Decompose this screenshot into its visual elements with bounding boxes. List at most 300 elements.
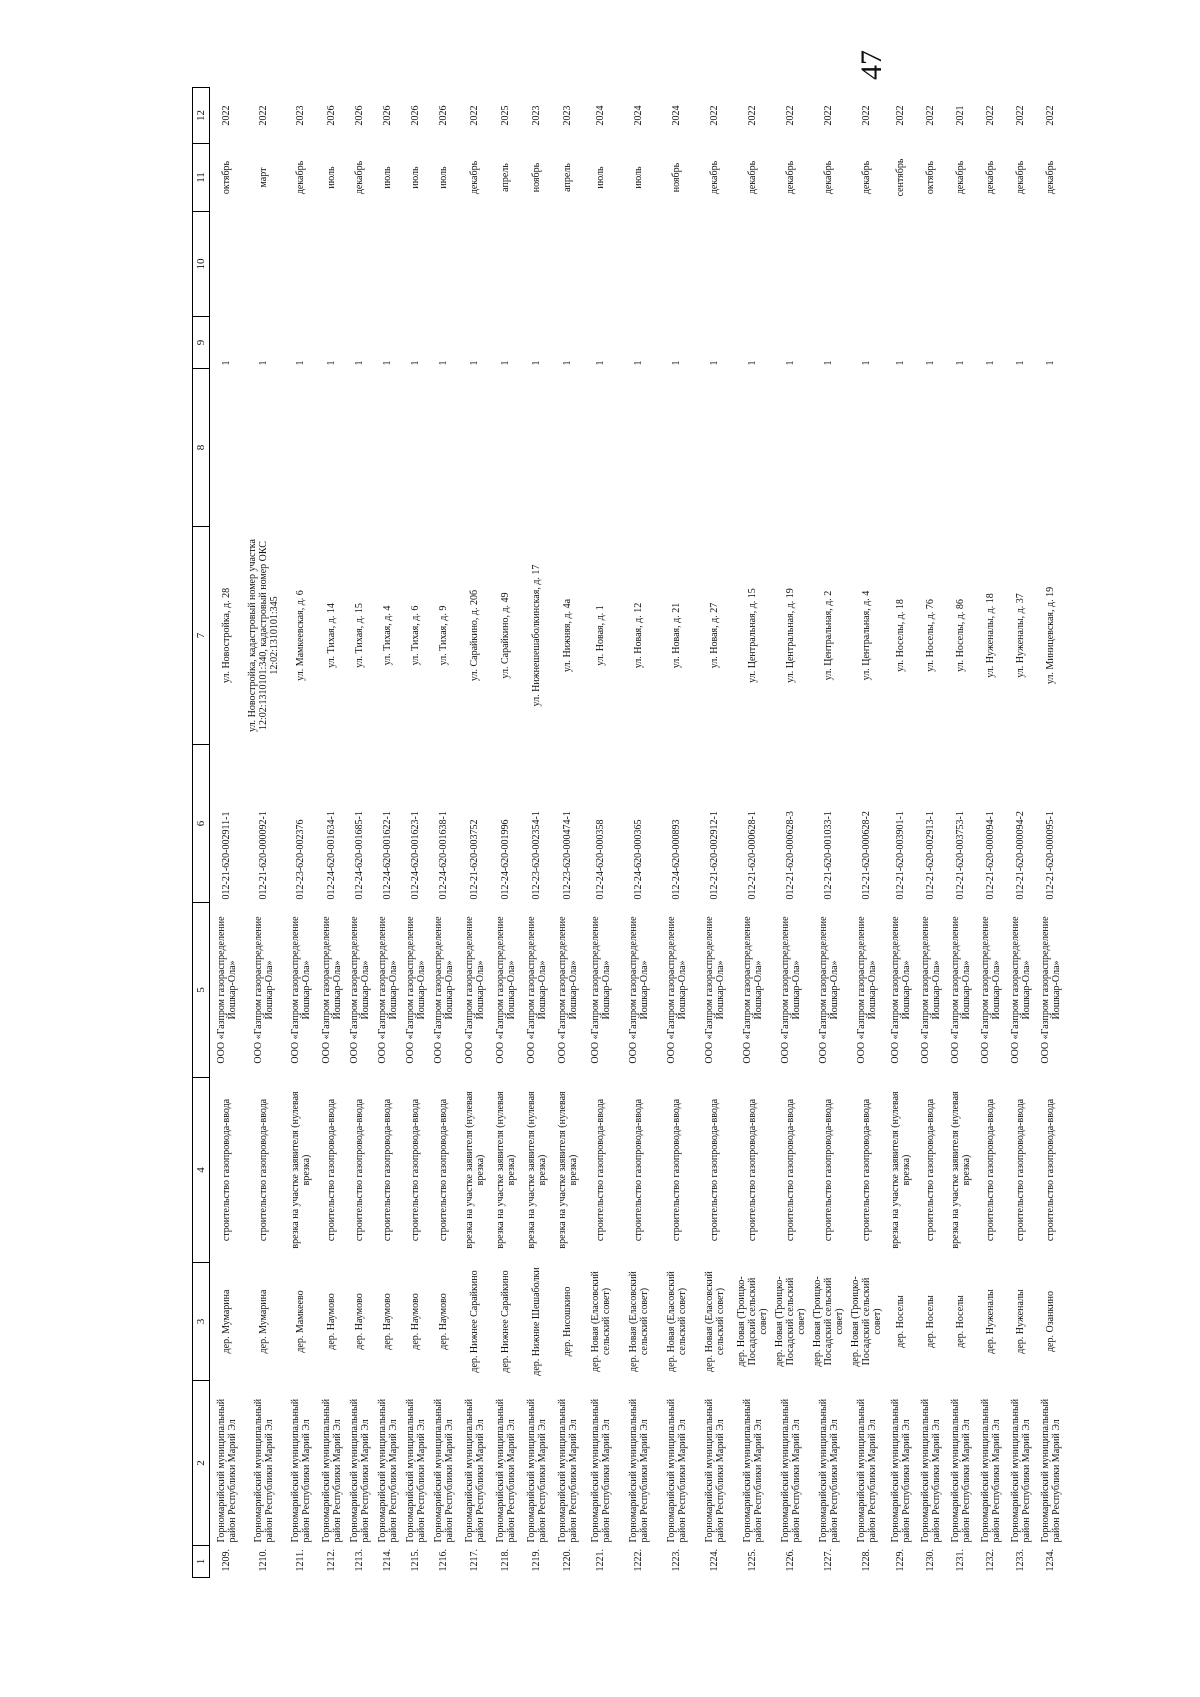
col8-cell: [430, 369, 458, 527]
application-code-cell: 012-24-620-000893: [671, 819, 682, 900]
col8-cell: [554, 369, 582, 527]
col-header-2: 2: [193, 1381, 210, 1546]
address-cell: ул. Носелы, д. 18: [895, 599, 906, 672]
address-cell: ул. Тихая, д. 15: [354, 603, 365, 668]
address-cell: ул. Центральная, д. 19: [785, 588, 796, 683]
col10-cell: [772, 212, 810, 317]
quantity-cell: 1: [410, 360, 421, 366]
month-cell: декабрь: [785, 160, 796, 195]
district-cell: Горномарийский муниципальный район Республики Марий Эл: [556, 1398, 579, 1543]
row-number: 1225.: [747, 1549, 758, 1572]
year-cell: 2024: [595, 105, 606, 126]
application-code-cell: 012-21-620-000094-2: [1015, 811, 1026, 900]
district-cell: Горномарийский муниципальный район Республики Марий Эл: [463, 1398, 486, 1543]
organization-cell: ООО «Газпром газораспределение Йошкар-Ола»: [348, 916, 371, 1064]
col8-cell: [402, 369, 430, 527]
quantity-cell: 1: [785, 360, 796, 366]
month-cell: ноябрь: [531, 162, 542, 193]
work-type-cell: строительство газопровода-ввода: [595, 1098, 606, 1242]
settlement-cell: дер. Носелы: [925, 1295, 936, 1348]
settlement-cell: дер. Новая (Еласовский сельский совет): [703, 1271, 726, 1372]
work-type-cell: строительство газопровода-ввода: [925, 1098, 936, 1242]
row-number: 1217.: [469, 1549, 480, 1572]
address-cell: ул. Миницевская, д. 19: [1045, 586, 1056, 685]
application-code-cell: 012-24-620-001638-1: [438, 811, 449, 900]
year-cell: 2022: [823, 105, 834, 126]
application-code-cell: 012-23-620-000474-1: [562, 811, 573, 900]
table-row: [1006, 88, 1036, 1578]
col-header-1: 1: [193, 1546, 210, 1578]
organization-cell: ООО «Газпром газораспределение Йошкар-Ола»: [703, 916, 726, 1064]
table-row: [976, 88, 1006, 1578]
application-code-cell: 012-21-620-003753-1: [955, 811, 966, 900]
month-cell: март: [258, 167, 269, 188]
settlement-cell: дер. Наумово: [326, 1293, 337, 1350]
application-code-cell: 012-21-620-001033-1: [823, 811, 834, 900]
year-cell: 2023: [562, 105, 573, 126]
district-cell: Горномарийский муниципальный район Республики Марий Эл: [215, 1398, 238, 1543]
district-cell: Горномарийский муниципальный район Республики Марий Эл: [320, 1398, 343, 1543]
col10-cell: [1036, 212, 1066, 317]
month-cell: июль: [382, 166, 393, 189]
settlement-cell: дер. Озанкино: [1045, 1290, 1056, 1353]
col8-cell: [848, 369, 886, 527]
work-type-cell: строительство газопровода-ввода: [221, 1098, 233, 1242]
table-row: [554, 88, 582, 1578]
year-cell: 2023: [531, 105, 542, 126]
col8-cell: [658, 369, 696, 527]
quantity-cell: 1: [1045, 360, 1056, 366]
quantity-cell: 1: [671, 360, 682, 366]
district-cell: Горномарийский муниципальный район Республики Марий Эл: [525, 1398, 548, 1543]
month-cell: апрель: [562, 163, 573, 192]
col10-cell: [374, 212, 402, 317]
month-cell: декабрь: [295, 160, 306, 195]
organization-cell: ООО «Газпром газораспределение Йошкар-Ола»: [817, 916, 840, 1064]
col10-cell: [976, 212, 1006, 317]
col8-cell: [210, 369, 244, 527]
organization-cell: ООО «Газпром газораспределение Йошкар-Ола»: [252, 916, 275, 1064]
settlement-cell: дер. Наумово: [382, 1293, 393, 1350]
address-cell: ул. Новая, д. 27: [709, 602, 720, 669]
row-number: 1210.: [258, 1549, 269, 1572]
quantity-cell: 1: [469, 360, 480, 366]
work-type-cell: врезка на участке заявителя (нулевая врезка): [289, 1091, 312, 1249]
row-number: 1231.: [955, 1549, 966, 1572]
col8-cell: [916, 369, 946, 527]
row-number: 1209.: [221, 1549, 233, 1572]
organization-cell: ООО «Газпром газораспределение Йошкар-Ола»: [949, 916, 972, 1064]
month-cell: декабрь: [1045, 160, 1056, 195]
month-cell: июль: [410, 166, 421, 189]
organization-cell: ООО «Газпром газораспределение Йошкар-Ола»: [289, 916, 312, 1064]
organization-cell: ООО «Газпром газораспределение Йошкар-Ола»: [494, 916, 517, 1064]
year-cell: 2026: [382, 105, 393, 126]
settlement-cell: дер. Мумарина: [258, 1289, 269, 1354]
address-cell: ул. Тихая, д. 9: [438, 605, 449, 666]
work-type-cell: строительство газопровода-ввода: [438, 1098, 449, 1242]
table-row: [620, 88, 658, 1578]
month-cell: сентябрь: [895, 158, 906, 197]
col8-cell: [1036, 369, 1066, 527]
application-code-cell: 012-21-620-002912-1: [709, 811, 720, 900]
settlement-cell: дер. Новая (Троицко-Посадский сельский совет): [774, 1276, 807, 1367]
quantity-cell: 1: [354, 360, 365, 366]
work-type-cell: строительство газопровода-ввода: [861, 1098, 872, 1242]
settlement-cell: дер. Наумово: [410, 1293, 421, 1350]
address-cell: ул. Центральная, д. 4: [861, 590, 872, 681]
row-number: 1223.: [671, 1549, 682, 1572]
application-code-cell: 012-24-620-000365: [633, 819, 644, 900]
address-cell: ул. Нижняя, д. 4а: [562, 598, 573, 673]
settlement-cell: дер. Мумарина: [221, 1289, 233, 1354]
application-code-cell: 012-21-620-003901-1: [895, 811, 906, 900]
col10-cell: [492, 212, 520, 317]
organization-cell: ООО «Газпром газораспределение Йошкар-Ола»: [432, 916, 455, 1064]
col10-cell: [916, 212, 946, 317]
district-cell: Горномарийский муниципальный район Республики Марий Эл: [289, 1398, 312, 1543]
table-row: [696, 88, 734, 1578]
organization-cell: ООО «Газпром газораспределение Йошкар-Ола»: [556, 916, 579, 1064]
settlement-cell: дер. Новая (Троицко-Посадский сельский совет): [736, 1276, 769, 1367]
district-cell: Горномарийский муниципальный район Республики Марий Эл: [979, 1398, 1002, 1543]
table-row: [284, 88, 318, 1578]
application-code-cell: 012-21-620-000092-1: [258, 811, 269, 900]
table-row: [346, 88, 374, 1578]
address-cell: ул. Мамкеевская, д. 6: [295, 590, 306, 681]
col10-cell: [620, 212, 658, 317]
address-cell: ул. Сарайкино, д. 20б: [469, 589, 480, 682]
col8-cell: [886, 369, 916, 527]
col8-cell: [318, 369, 346, 527]
organization-cell: ООО «Газпром газораспределение Йошкар-Ола»: [215, 916, 238, 1064]
month-cell: декабрь: [354, 160, 365, 195]
month-cell: ноябрь: [671, 162, 682, 193]
col10-cell: [520, 212, 554, 317]
application-code-cell: 012-24-620-000358: [595, 819, 606, 900]
col10-cell: [244, 212, 284, 317]
settlement-cell: дер. Нижнее Сарайкино: [469, 1270, 480, 1373]
year-cell: 2022: [709, 105, 720, 126]
gasification-table: [192, 87, 1066, 1578]
month-cell: декабрь: [861, 160, 872, 195]
col8-cell: [492, 369, 520, 527]
quantity-cell: 1: [258, 360, 269, 366]
work-type-cell: строительство газопровода-ввода: [1045, 1098, 1056, 1242]
address-cell: ул. Центральная, д. 2: [823, 590, 834, 681]
work-type-cell: врезка на участке заявителя (нулевая врезка): [463, 1091, 486, 1249]
organization-cell: ООО «Газпром газораспределение Йошкар-Ола»: [525, 916, 548, 1064]
quantity-cell: 1: [295, 360, 306, 366]
organization-cell: ООО «Газпром газораспределение Йошкар-Ола»: [855, 916, 878, 1064]
district-cell: Горномарийский муниципальный район Республики Марий Эл: [494, 1398, 517, 1543]
month-cell: октябрь: [925, 160, 936, 195]
district-cell: Горномарийский муниципальный район Республики Марий Эл: [889, 1398, 912, 1543]
work-type-cell: врезка на участке заявителя (нулевая врезка): [525, 1091, 548, 1249]
organization-cell: ООО «Газпром газораспределение Йошкар-Ола»: [919, 916, 942, 1064]
quantity-cell: 1: [925, 360, 936, 366]
month-cell: декабрь: [1015, 160, 1026, 195]
district-cell: Горномарийский муниципальный район Республики Марий Эл: [1009, 1398, 1032, 1543]
table-row: [318, 88, 346, 1578]
address-cell: ул. Тихая, д. 14: [326, 603, 337, 668]
month-cell: апрель: [500, 163, 511, 192]
organization-cell: ООО «Газпром газораспределение Йошкар-Ола»: [779, 916, 802, 1064]
work-type-cell: врезка на участке заявителя (нулевая врезка): [889, 1091, 912, 1249]
quantity-cell: 1: [438, 360, 449, 366]
district-cell: Горномарийский муниципальный район Республики Марий Эл: [348, 1398, 371, 1543]
row-number: 1234.: [1045, 1549, 1056, 1572]
application-code-cell: 012-21-620-000628-2: [861, 811, 872, 900]
settlement-cell: дер. Новая (Троицко-Посадский сельский совет): [850, 1276, 883, 1367]
address-cell: ул. Нуженалы, д. 37: [1015, 593, 1026, 678]
col10-cell: [318, 212, 346, 317]
quantity-cell: 1: [326, 360, 337, 366]
application-code-cell: 012-21-620-000628-1: [747, 811, 758, 900]
col8-cell: [976, 369, 1006, 527]
col10-cell: [658, 212, 696, 317]
col10-cell: [346, 212, 374, 317]
application-code-cell: 012-21-620-003752: [469, 819, 480, 900]
col10-cell: [734, 212, 772, 317]
settlement-cell: дер. Новая (Еласовский сельский совет): [589, 1271, 612, 1372]
table-row: [848, 88, 886, 1578]
col8-cell: [946, 369, 976, 527]
application-code-cell: 012-24-620-001623-1: [410, 811, 421, 900]
district-cell: Горномарийский муниципальный район Республики Марий Эл: [703, 1398, 726, 1543]
work-type-cell: строительство газопровода-ввода: [823, 1098, 834, 1242]
col-header-4: 4: [193, 1078, 210, 1263]
month-cell: июль: [595, 166, 606, 189]
application-code-cell: 012-23-620-002376: [295, 819, 306, 900]
col10-cell: [554, 212, 582, 317]
district-cell: Горномарийский муниципальный район Республики Марий Эл: [817, 1398, 840, 1543]
row-number: 1232.: [985, 1549, 996, 1572]
table-row: [374, 88, 402, 1578]
table-row: [582, 88, 620, 1578]
settlement-cell: дер. Нуженалы: [985, 1289, 996, 1354]
work-type-cell: врезка на участке заявителя (нулевая врезка): [556, 1091, 579, 1249]
organization-cell: ООО «Газпром газораспределение Йошкар-Ола»: [741, 916, 764, 1064]
row-number: 1219.: [531, 1549, 542, 1572]
row-number: 1214.: [382, 1549, 393, 1572]
quantity-cell: 1: [823, 360, 834, 366]
district-cell: Горномарийский муниципальный район Республики Марий Эл: [252, 1398, 275, 1543]
col-header-6: 6: [193, 745, 210, 903]
application-code-cell: 012-21-620-002911-1: [221, 811, 233, 900]
quantity-cell: 1: [562, 360, 573, 366]
row-number: 1224.: [709, 1549, 720, 1572]
work-type-cell: строительство газопровода-ввода: [709, 1098, 720, 1242]
col8-cell: [244, 369, 284, 527]
organization-cell: ООО «Газпром газораспределение Йошкар-Ола»: [320, 916, 343, 1064]
table-row: [916, 88, 946, 1578]
work-type-cell: строительство газопровода-ввода: [1015, 1098, 1026, 1242]
table-row: [210, 88, 244, 1578]
quantity-cell: 1: [531, 360, 542, 366]
district-cell: Горномарийский муниципальный район Республики Марий Эл: [665, 1398, 688, 1543]
table-row: [1036, 88, 1066, 1578]
col10-cell: [1006, 212, 1036, 317]
page-number: 47: [855, 50, 888, 80]
application-code-cell: 012-24-620-001634-1: [326, 811, 337, 900]
table-row: [520, 88, 554, 1578]
row-number: 1218.: [500, 1549, 511, 1572]
month-cell: октябрь: [221, 160, 233, 195]
district-cell: Горномарийский муниципальный район Республики Марий Эл: [404, 1398, 427, 1543]
settlement-cell: дер. Наумово: [438, 1293, 449, 1350]
month-cell: декабрь: [985, 160, 996, 195]
organization-cell: ООО «Газпром газораспределение Йошкар-Ола»: [404, 916, 427, 1064]
quantity-cell: 1: [955, 360, 966, 366]
year-cell: 2022: [895, 105, 906, 126]
address-cell: ул. Центральная, д. 15: [747, 588, 758, 683]
year-cell: 2022: [985, 105, 996, 126]
table-row: [430, 88, 458, 1578]
month-cell: декабрь: [747, 160, 758, 195]
year-cell: 2026: [326, 105, 337, 126]
col8-cell: [1006, 369, 1036, 527]
quantity-cell: 1: [747, 360, 758, 366]
address-cell: ул. Носелы, д. 76: [925, 599, 936, 672]
district-cell: Горномарийский муниципальный район Республики Марий Эл: [1039, 1398, 1062, 1543]
work-type-cell: строительство газопровода-ввода: [671, 1098, 682, 1242]
col-header-3: 3: [193, 1263, 210, 1381]
month-cell: декабрь: [469, 160, 480, 195]
table-row: [458, 88, 492, 1578]
application-code-cell: 012-21-620-000628-3: [785, 811, 796, 900]
address-cell: ул. Тихая, д. 4: [382, 605, 393, 666]
district-cell: Горномарийский муниципальный район Республики Марий Эл: [779, 1398, 802, 1543]
quantity-cell: 1: [221, 360, 233, 366]
district-cell: Горномарийский муниципальный район Республики Марий Эл: [855, 1398, 878, 1543]
row-number: 1229.: [895, 1549, 906, 1572]
table-row: [492, 88, 520, 1578]
row-number: 1212.: [326, 1549, 337, 1572]
col10-cell: [946, 212, 976, 317]
year-cell: 2022: [785, 105, 796, 126]
organization-cell: ООО «Газпром газораспределение Йошкар-Ола»: [589, 916, 612, 1064]
settlement-cell: дер. Носелы: [895, 1295, 906, 1348]
address-cell: ул. Новая, д. 1: [595, 605, 606, 666]
address-cell: ул. Носелы, д. 86: [955, 599, 966, 672]
year-cell: 2022: [1045, 105, 1056, 126]
rotated-table-container: [192, 88, 1062, 1578]
settlement-cell: дер. Новая (Еласовский сельский совет): [627, 1271, 650, 1372]
col8-cell: [582, 369, 620, 527]
row-number: 1221.: [595, 1549, 606, 1572]
work-type-cell: строительство газопровода-ввода: [747, 1098, 758, 1242]
settlement-cell: дер. Носелы: [955, 1295, 966, 1348]
col8-cell: [620, 369, 658, 527]
col-header-7: 7: [193, 527, 210, 745]
row-number: 1228.: [861, 1549, 872, 1572]
application-code-cell: 012-21-620-000095-1: [1045, 811, 1056, 900]
quantity-cell: 1: [861, 360, 872, 366]
district-cell: Горномарийский муниципальный район Республики Марий Эл: [741, 1398, 764, 1543]
col-header-12: 12: [193, 88, 210, 144]
year-cell: 2022: [258, 105, 269, 126]
row-number: 1211.: [295, 1549, 306, 1572]
application-code-cell: 012-24-620-001685-1: [354, 811, 365, 900]
col-header-10: 10: [193, 212, 210, 317]
row-number: 1215.: [410, 1549, 421, 1572]
settlement-cell: дер. Наумово: [354, 1293, 365, 1350]
table-row: [946, 88, 976, 1578]
col8-cell: [734, 369, 772, 527]
address-cell: ул. Новостройка, кадастровый номер участка 12:02:1310101:340, кадастровый номер ОКС 12:02:1310101:345: [247, 539, 280, 732]
address-cell: ул. Нуженалы, д. 18: [985, 593, 996, 678]
row-number: 1233.: [1015, 1549, 1026, 1572]
table-row: [886, 88, 916, 1578]
organization-cell: ООО «Газпром газораспределение Йошкар-Ола»: [1039, 916, 1062, 1064]
col8-cell: [520, 369, 554, 527]
application-code-cell: 012-24-620-001996: [500, 819, 511, 900]
year-cell: 2026: [438, 105, 449, 126]
settlement-cell: дер. Мамкеево: [295, 1290, 306, 1353]
organization-cell: ООО «Газпром газораспределение Йошкар-Ола»: [463, 916, 486, 1064]
district-cell: Горномарийский муниципальный район Республики Марий Эл: [376, 1398, 399, 1543]
col10-cell: [582, 212, 620, 317]
quantity-cell: 1: [895, 360, 906, 366]
col-header-9: 9: [193, 317, 210, 369]
col10-cell: [696, 212, 734, 317]
table-row: [658, 88, 696, 1578]
application-code-cell: 012-21-620-000094-1: [985, 811, 996, 900]
col10-cell: [458, 212, 492, 317]
month-cell: декабрь: [823, 160, 834, 195]
work-type-cell: строительство газопровода-ввода: [354, 1098, 365, 1242]
row-number: 1216.: [438, 1549, 449, 1572]
settlement-cell: дер. Новая (Еласовский сельский совет): [665, 1271, 688, 1372]
col10-cell: [284, 212, 318, 317]
row-number: 1213.: [354, 1549, 365, 1572]
work-type-cell: строительство газопровода-ввода: [985, 1098, 996, 1242]
col10-cell: [402, 212, 430, 317]
address-cell: ул. Нижнешешаболкинская, д. 17: [531, 564, 542, 707]
year-cell: 2025: [500, 105, 511, 126]
district-cell: Горномарийский муниципальный район Республики Марий Эл: [949, 1398, 972, 1543]
year-cell: 2021: [955, 105, 966, 126]
district-cell: Горномарийский муниципальный район Республики Марий Эл: [919, 1398, 942, 1543]
table-row: [772, 88, 810, 1578]
organization-cell: ООО «Газпром газораспределение Йошкар-Ола»: [889, 916, 912, 1064]
quantity-cell: 1: [709, 360, 720, 366]
col10-cell: [430, 212, 458, 317]
organization-cell: ООО «Газпром газораспределение Йошкар-Ола»: [627, 916, 650, 1064]
row-number: 1230.: [925, 1549, 936, 1572]
settlement-cell: дер. Нисошкино: [562, 1286, 573, 1357]
settlement-cell: дер. Новая (Троицко-Посадский сельский совет): [812, 1276, 845, 1367]
month-cell: декабрь: [955, 160, 966, 195]
col10-cell: [210, 212, 244, 317]
application-code-cell: 012-23-620-002354-1: [531, 811, 542, 900]
table-row: [734, 88, 772, 1578]
quantity-cell: 1: [633, 360, 644, 366]
col8-cell: [458, 369, 492, 527]
row-number: 1220.: [562, 1549, 573, 1572]
organization-cell: ООО «Газпром газораспределение Йошкар-Ола»: [665, 916, 688, 1064]
table-row: [244, 88, 284, 1578]
work-type-cell: врезка на участке заявителя (нулевая врезка): [949, 1091, 972, 1249]
year-cell: 2026: [354, 105, 365, 126]
col8-cell: [772, 369, 810, 527]
work-type-cell: строительство газопровода-ввода: [258, 1098, 269, 1242]
row-number: 1226.: [785, 1549, 796, 1572]
application-code-cell: 012-21-620-002913-1: [925, 811, 936, 900]
address-cell: ул. Новостройка, д. 28: [221, 587, 233, 684]
settlement-cell: дер. Нижнее Сарайкино: [500, 1270, 511, 1373]
